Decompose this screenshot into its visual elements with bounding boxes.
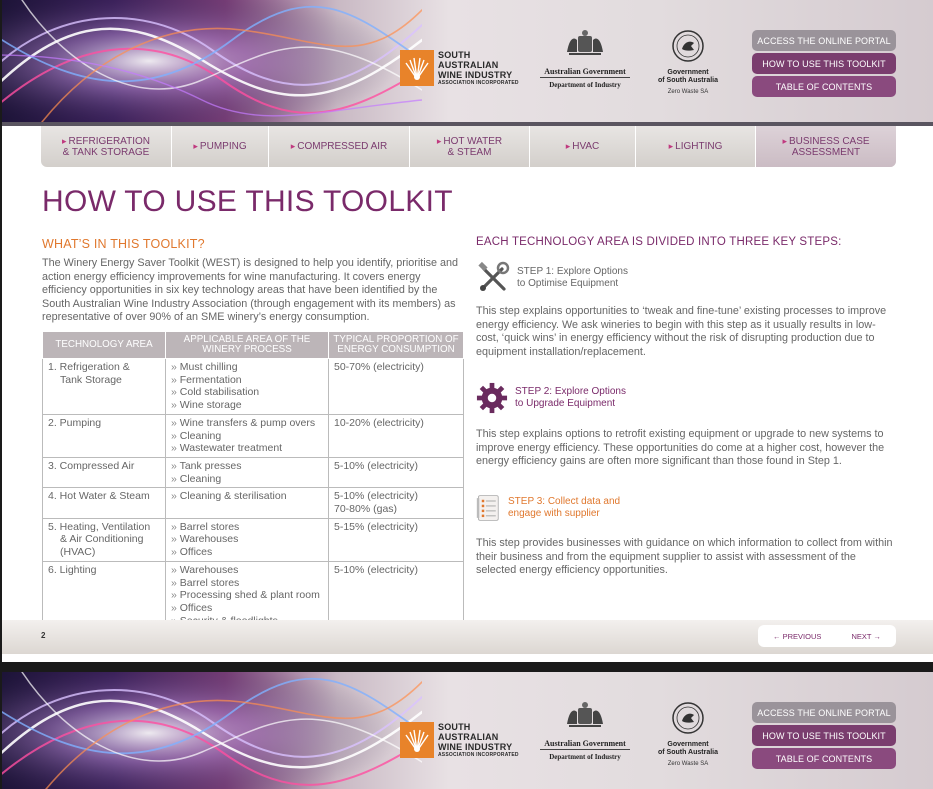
page-margin [2,654,933,662]
process-item: Warehouses [179,533,239,546]
share-cell: 5-10% (electricity) [334,563,419,576]
table-of-contents-button[interactable]: TABLE OF CONTENTS [752,76,896,97]
share-cell: 70-80% (gas) [334,503,398,516]
table-of-contents-button[interactable]: TABLE OF CONTENTS [752,748,896,769]
federal-line-2: Department of Industry [549,753,621,761]
area-cell: Tank Storage [60,373,122,386]
sawia-line-1: SOUTH [438,722,471,732]
toolkit-page [2,0,933,662]
step-3-heading [476,492,620,524]
step-2-label: to Upgrade Equipment [515,398,616,409]
table-row: 2. Pumping » Wine transfers & pump overs » Cleaning » Wastewater treatment 10-20% (electricity) [43,414,464,457]
share-cell: 5-15% (electricity) [334,520,419,533]
step-1-heading [476,261,628,295]
previous-page-link[interactable]: ← PREVIOUS [773,631,822,641]
piping-shrike-seal-icon [672,702,704,734]
share-cell: 50-70% (electricity) [334,361,424,373]
step-2-label: STEP 2: Explore Options [515,386,626,397]
area-cell: 1. Refrigeration & [48,361,130,373]
tab-hot-water-steam[interactable] [410,126,530,167]
sawia-line-2: AUSTRALIAN [438,732,499,742]
sa-gov-line-3: Zero Waste SA [667,89,709,95]
tab-refrigeration[interactable] [41,126,172,167]
federal-line-1: Australian Government [540,67,630,78]
sa-gov-line-3: Zero Waste SA [667,761,709,767]
area-cell: 2. Pumping [48,416,102,429]
process-item: Processing shed & plant room [179,589,320,602]
tab-label: HVAC [572,141,600,152]
column-header: TECHNOLOGY AREA [43,332,166,359]
process-item: Warehouses [179,563,239,576]
tab-label: LIGHTING [675,141,723,152]
sawia-line-3: WINE INDUSTRY [438,70,513,80]
arrow-icon: ▸ [782,135,787,146]
step-3-label: engage with supplier [508,508,600,519]
top-navigation [752,702,896,771]
step-1-label: STEP 1: Explore Options [517,266,628,277]
sa-gov-line-1: Government [667,741,709,748]
process-item: Offices [179,546,213,559]
checklist-icon [476,492,504,524]
pagination-controls [758,625,896,647]
share-cell: 5-10% (electricity) [334,490,419,503]
share-cell: 5-10% (electricity) [334,459,419,472]
column-header: APPLICABLE AREA OF THE WINERY PROCESS [166,332,329,359]
area-cell: & Air Conditioning [60,533,144,546]
federal-line-2: Department of Industry [549,81,621,89]
header-banner [2,672,933,789]
coat-of-arms-icon [563,28,607,58]
page-number: 2 [41,631,46,640]
area-cell: (HVAC) [60,546,96,559]
process-item: Cleaning [179,472,222,485]
sawia-logo [400,50,519,86]
share-cell: 10-20% (electricity) [334,416,424,429]
process-item: Tank presses [179,459,242,472]
process-item: Cleaning [179,429,222,442]
gear-icon [476,382,508,414]
technology-tabs [41,126,896,167]
page-title: HOW TO USE THIS TOOLKIT [42,185,453,218]
sawia-logo [400,722,519,758]
process-item: Wine storage [179,399,242,412]
header-banner [2,0,933,122]
process-item: Wastewater treatment [179,442,283,455]
process-item: Cold stabilisation [179,386,260,399]
process-item: Wine transfers & pump overs [179,416,316,429]
table-row: 6. Lighting » Warehouses » Barrel stores » Processing shed & plant room » Offices 5-10% (electricity) [43,561,464,630]
sawia-line-4: ASSOCIATION INCORPORATED [438,752,519,758]
column-header: TYPICAL PROPORTION OF ENERGY CONSUMPTION [329,332,464,359]
table-row: 5. Heating, Ventilation & Air Conditioning (HVAC) » Barrel stores » Warehouses » Offices 5-15% (electricity) [43,518,464,561]
area-cell: 6. Lighting [48,563,97,576]
step-3-label: STEP 3: Collect data and [508,496,621,507]
step-1-description: This step explains opportunities to ‘tweak and fine-tune’ existing processes to improve energy efficiency. We ask wineries to begin with this step as it usually results in low-cost, ‘quick wins’ in energy efficiency without the risk of disrupting production due to equipment installation/replacement. [476,305,887,358]
whats-in-toolkit-heading: WHAT’S IN THIS TOOLKIT? [42,237,205,251]
technology-areas-table [42,331,464,630]
piping-shrike-seal-icon [672,30,704,62]
tab-lighting[interactable] [636,126,756,167]
tab-label: & TANK STORAGE [62,146,150,158]
process-item: Offices [179,601,213,614]
australian-government-logo [540,28,630,89]
light-swirl-graphic [2,672,422,789]
table-row: 4. Hot Water & Steam » Cleaning & sterilisation 5-10% (electricity) 70-80% (gas) [43,488,464,518]
sa-government-logo [652,702,724,767]
next-page-preview [2,672,933,789]
sawia-fan-icon [400,722,434,758]
sa-gov-line-2: of South Australia [657,749,719,756]
tab-label: BUSINESS CASE [788,135,870,147]
sawia-fan-icon [400,50,434,86]
page-footer [2,620,933,654]
three-key-steps-heading: EACH TECHNOLOGY AREA IS DIVIDED INTO THREE KEY STEPS: [476,236,842,248]
tab-pumping[interactable] [172,126,269,167]
top-navigation [752,30,896,99]
step-1-label: to Optimise Equipment [517,278,619,289]
area-cell: 4. Hot Water & Steam [48,490,150,503]
process-item: Barrel stores [179,520,240,533]
table-row: 3. Compressed Air » Tank presses » Cleaning 5-10% (electricity) [43,457,464,487]
arrow-icon: ▸ [61,135,67,146]
tab-label: ASSESSMENT [791,146,861,158]
federal-line-1: Australian Government [540,739,630,750]
tab-business-case[interactable] [756,126,896,167]
arrow-icon: ▸ [668,141,674,151]
tab-compressed-air[interactable] [269,126,410,167]
sa-government-logo [652,30,724,95]
arrow-icon: ▸ [290,141,296,151]
how-to-use-toolkit-button[interactable]: HOW TO USE THIS TOOLKIT [752,725,896,746]
process-item: Cleaning & sterilisation [179,490,287,503]
tab-label: REFRIGERATION [68,135,150,147]
process-item: Barrel stores [179,576,240,589]
sawia-line-3: WINE INDUSTRY [438,742,513,752]
process-item: Must chilling [179,361,238,373]
australian-government-logo [540,700,630,761]
light-swirl-graphic [2,0,422,122]
how-to-use-toolkit-button[interactable]: HOW TO USE THIS TOOLKIT [752,53,896,74]
area-cell: 3. Compressed Air [48,459,135,472]
tools-icon [476,261,510,295]
sawia-line-4: ASSOCIATION INCORPORATED [438,80,519,86]
sa-gov-line-2: of South Australia [657,77,719,84]
step-2-description: This step explains options to retrofit existing equipment or upgrade to new systems to improve energy efficiency. These opportunities do come at a higher cost, however the energy efficiency gains are often more significant than those found in Step 1. [476,428,885,467]
area-cell: 5. Heating, Ventilation [48,520,151,533]
access-online-portal-button[interactable]: ACCESS THE ONLINE PORTAL [752,30,896,51]
tab-label: & STEAM [447,146,492,158]
tab-label: COMPRESSED AIR [297,141,388,152]
step-2-heading [476,382,626,414]
arrow-icon: ▸ [436,135,442,146]
process-item: Fermentation [179,373,242,386]
table-row: 1. Refrigeration & Tank Storage » Must chilling » Fermentation » Cold stabilisation » Wine storage 50-70% (electricity) [43,359,464,415]
tab-label: HOT WATER [443,135,503,147]
sawia-line-1: SOUTH [438,50,471,60]
next-page-link[interactable]: NEXT → [851,631,881,641]
access-online-portal-button[interactable]: ACCESS THE ONLINE PORTAL [752,702,896,723]
intro-paragraph: The Winery Energy Saver Toolkit (WEST) is designed to help you identify, prioritise and action energy efficiency improvements for wine manufacturing. It covers energy efficiency opportunities in six key technology areas that have been identified by the South Australian Wine Industry Association (through engagement with its members) as representative of over 90% of an SME winery’s energy consumption. [42,257,459,323]
sawia-line-2: AUSTRALIAN [438,60,499,70]
tab-hvac[interactable] [530,126,636,167]
arrow-icon: ▸ [193,141,198,151]
step-3-description: This step provides businesses with guidance on which information to collect from within their business and from the equipment supplier to assist with assessment of the selected energy efficiency opportunities. [476,537,893,576]
tab-label: PUMPING [199,141,247,152]
sa-gov-line-1: Government [667,69,709,76]
arrow-icon: ▸ [565,141,571,151]
coat-of-arms-icon [563,700,607,730]
